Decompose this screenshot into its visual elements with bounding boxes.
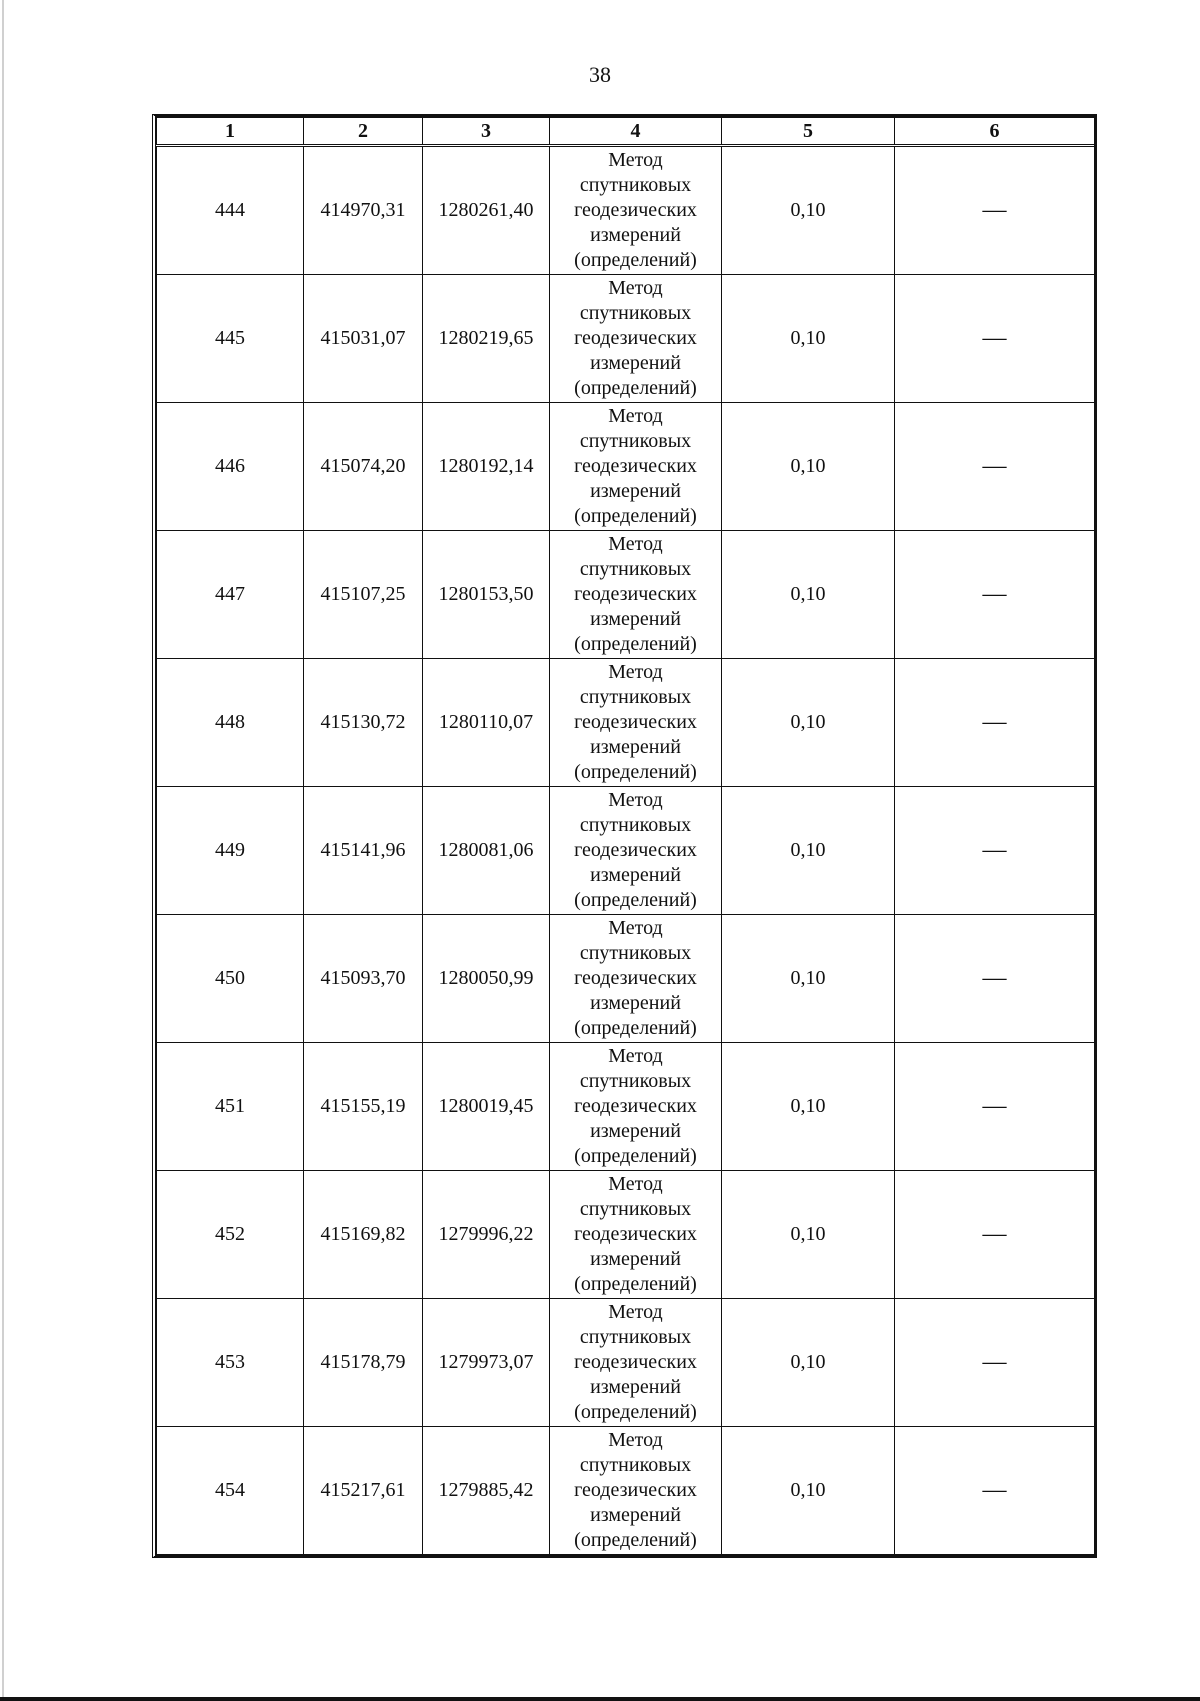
method-line: Метод [608,1045,663,1067]
method-line: геодезических [574,327,697,349]
method-line: измерений [590,1120,681,1142]
method-line: измерений [590,1248,681,1270]
method-line: спутниковых [579,174,692,196]
coordinates-table-frame [152,114,1097,1558]
method-line: геодезических [574,455,697,477]
x-coordinate-cell: 415155,19 [304,1043,423,1171]
accuracy-cell: 0,10 [722,787,895,915]
method-line: Метод [608,917,663,939]
method-line: (определений) [574,1401,697,1423]
method-line: геодезических [574,583,697,605]
coordinates-table [156,117,1095,1555]
column-header-5: 5 [722,118,895,146]
method-line: Метод [608,1429,663,1451]
x-coordinate-cell: 415031,07 [304,275,423,403]
description-cell: — [895,1043,1095,1171]
accuracy-cell: 0,10 [722,659,895,787]
method-line: Метод [608,405,663,427]
method-line: (определений) [574,505,697,527]
point-number-cell: 451 [157,1043,304,1171]
point-number-cell: 452 [157,1171,304,1299]
point-number-cell: 445 [157,275,304,403]
method-cell [550,531,722,659]
method-cell [550,1299,722,1427]
y-coordinate-cell: 1280219,65 [423,275,550,403]
table-row [157,915,1095,1043]
table-row [157,1171,1095,1299]
accuracy-cell: 0,10 [722,1043,895,1171]
method-line: геодезических [574,1479,697,1501]
x-coordinate-cell: 414970,31 [304,146,423,275]
point-number-cell: 444 [157,146,304,275]
method-line: измерений [590,352,681,374]
method-line: Метод [608,533,663,555]
method-cell [550,275,722,403]
method-line: (определений) [574,1273,697,1295]
method-line: Метод [608,1173,663,1195]
table-row [157,659,1095,787]
method-line: измерений [590,224,681,246]
method-line: Метод [608,1301,663,1323]
table-row [157,403,1095,531]
method-cell [550,1171,722,1299]
description-cell: — [895,275,1095,403]
table-header-row [157,118,1095,146]
method-line: Метод [608,149,663,171]
method-line: геодезических [574,1351,697,1373]
description-cell: — [895,659,1095,787]
description-cell: — [895,1171,1095,1299]
point-number-cell: 454 [157,1427,304,1555]
table-row [157,531,1095,659]
method-line: геодезических [574,967,697,989]
method-line: (определений) [574,889,697,911]
column-header-4: 4 [550,118,722,146]
method-line: измерений [590,480,681,502]
method-cell [550,659,722,787]
table-row [157,275,1095,403]
accuracy-cell: 0,10 [722,531,895,659]
method-line: спутниковых [579,942,692,964]
x-coordinate-cell: 415141,96 [304,787,423,915]
method-line: спутниковых [579,1326,692,1348]
y-coordinate-cell: 1280081,06 [423,787,550,915]
method-cell [550,403,722,531]
description-cell: — [895,403,1095,531]
method-line: (определений) [574,249,697,271]
description-cell: — [895,531,1095,659]
method-line: измерений [590,992,681,1014]
method-line: Метод [608,661,663,683]
y-coordinate-cell: 1279973,07 [423,1299,550,1427]
accuracy-cell: 0,10 [722,403,895,531]
column-header-6: 6 [895,118,1095,146]
method-cell [550,1043,722,1171]
method-line: спутниковых [579,814,692,836]
method-line: (определений) [574,761,697,783]
y-coordinate-cell: 1280019,45 [423,1043,550,1171]
method-line: геодезических [574,1223,697,1245]
table-row [157,1427,1095,1555]
description-cell: — [895,146,1095,275]
page-number: 38 [589,62,611,87]
x-coordinate-cell: 415130,72 [304,659,423,787]
x-coordinate-cell: 415074,20 [304,403,423,531]
point-number-cell: 446 [157,403,304,531]
method-line: спутниковых [579,1454,692,1476]
method-line: спутниковых [579,1198,692,1220]
x-coordinate-cell: 415217,61 [304,1427,423,1555]
method-cell [550,1427,722,1555]
method-line: (определений) [574,633,697,655]
method-line: (определений) [574,1529,697,1551]
method-line: спутниковых [579,1070,692,1092]
method-line: Метод [608,277,663,299]
y-coordinate-cell: 1279996,22 [423,1171,550,1299]
method-line: геодезических [574,1095,697,1117]
method-line: спутниковых [579,302,692,324]
description-cell: — [895,1299,1095,1427]
method-line: (определений) [574,1017,697,1039]
point-number-cell: 450 [157,915,304,1043]
scan-bottom-edge [0,1697,1200,1701]
table-row [157,1043,1095,1171]
point-number-cell: 447 [157,531,304,659]
method-line: геодезических [574,839,697,861]
y-coordinate-cell: 1280153,50 [423,531,550,659]
accuracy-cell: 0,10 [722,275,895,403]
description-cell: — [895,1427,1095,1555]
description-cell: — [895,915,1095,1043]
method-line: (определений) [574,377,697,399]
table-row [157,1299,1095,1427]
table-row [157,787,1095,915]
method-line: спутниковых [579,686,692,708]
y-coordinate-cell: 1280192,14 [423,403,550,531]
method-line: спутниковых [579,430,692,452]
method-cell [550,787,722,915]
column-header-1: 1 [157,118,304,146]
method-line: спутниковых [579,558,692,580]
method-line: измерений [590,1504,681,1526]
y-coordinate-cell: 1280050,99 [423,915,550,1043]
point-number-cell: 449 [157,787,304,915]
column-header-2: 2 [304,118,423,146]
method-line: измерений [590,736,681,758]
accuracy-cell: 0,10 [722,1171,895,1299]
point-number-cell: 453 [157,1299,304,1427]
method-line: измерений [590,864,681,886]
scan-edge-line [2,0,4,1701]
method-line: измерений [590,608,681,630]
y-coordinate-cell: 1279885,42 [423,1427,550,1555]
method-line: геодезических [574,199,697,221]
accuracy-cell: 0,10 [722,915,895,1043]
table-row [157,146,1095,275]
y-coordinate-cell: 1280261,40 [423,146,550,275]
accuracy-cell: 0,10 [722,1299,895,1427]
table-body [157,146,1095,1555]
method-cell [550,915,722,1043]
method-line: измерений [590,1376,681,1398]
method-cell [550,146,722,275]
x-coordinate-cell: 415107,25 [304,531,423,659]
accuracy-cell: 0,10 [722,146,895,275]
column-header-3: 3 [423,118,550,146]
point-number-cell: 448 [157,659,304,787]
method-line: (определений) [574,1145,697,1167]
description-cell: — [895,787,1095,915]
x-coordinate-cell: 415093,70 [304,915,423,1043]
x-coordinate-cell: 415178,79 [304,1299,423,1427]
y-coordinate-cell: 1280110,07 [423,659,550,787]
method-line: Метод [608,789,663,811]
x-coordinate-cell: 415169,82 [304,1171,423,1299]
method-line: геодезических [574,711,697,733]
accuracy-cell: 0,10 [722,1427,895,1555]
